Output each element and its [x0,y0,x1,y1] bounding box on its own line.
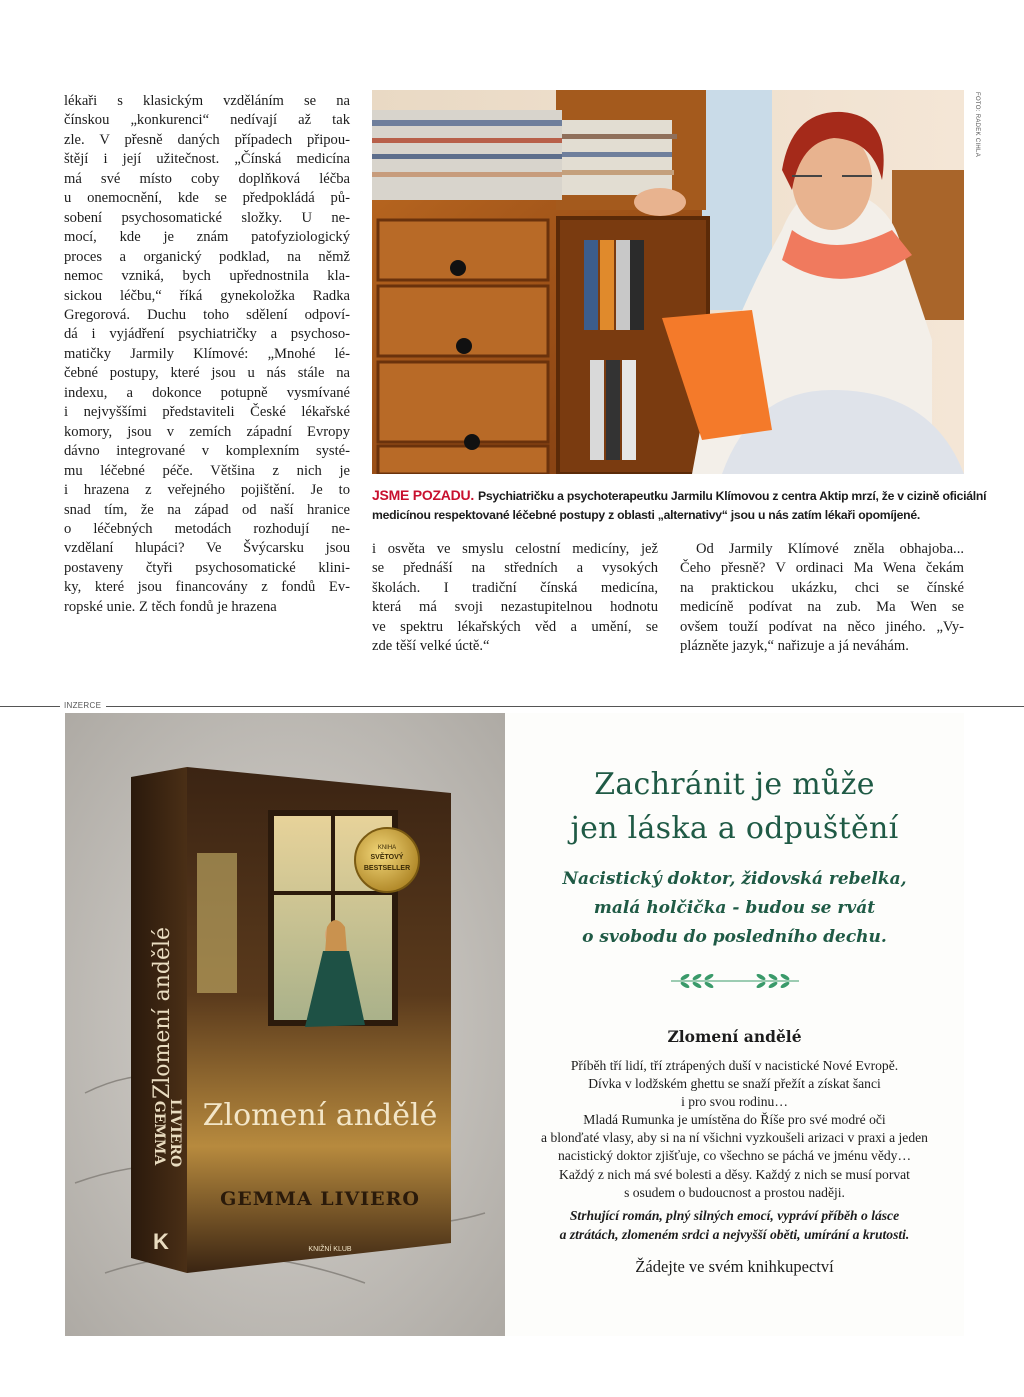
divider-right [106,706,1024,707]
spine-title: Zlomení andělé [150,926,175,1100]
ad-book-title: Zlomení andělé [667,1027,802,1046]
col1-line: dávno integrované v komplexním systé- [64,443,350,460]
badge-line2-text: BESTSELLER [363,865,411,872]
ad-body-line: Mladá Rumunka je umístěna do Říše pro své modré oči [583,1112,886,1128]
ad-tagline [505,1207,964,1244]
ad-headline-line2: jen láska a odpuštění [570,811,899,846]
col3-line: ovšem touží podívat na něco jiného. „Vy- [680,618,964,635]
col1-line: u onemocnění, kde se předpokládá pů- [64,190,350,207]
col1-line: má své místo coby doplňková léčba [64,170,350,187]
col1-line: komory, jsou v zemích západní Evropy [64,423,350,440]
col1-line: zle. V přesně daných případech připou- [64,131,350,148]
col2-line: se přednáší na středních a vysokých [372,560,658,577]
ad-text-panel [505,713,964,1336]
ad-sub-line1: Nacistický doktor, židovská rebelka, [562,869,907,889]
col2-line: i osvěta ve smyslu celostní medicíny, jež [372,541,658,557]
ad-body-line: Každý z nich má své bolesti a děsy. Každý z nich se musí porvat [559,1166,910,1182]
col1-line: štějí i její užitečnost. „Čínská medicína [64,151,350,168]
col1-line: postaveny čtyři psychosomatické klini- [64,559,350,576]
col1-line: sickou léčbu,“ říká gynekoložka Radka [64,287,350,304]
leaf-ornament-icon [669,969,801,993]
ad-body-line: i pro svou rodinu… [681,1094,788,1110]
col1-line: čebné postupy, které jsou u nás stále na [64,365,350,382]
col2-line: ve spektru lékařských věd a umění, se [372,618,658,635]
col1-line: dá i vyjádření psychiatričky a psychoso- [64,326,350,343]
article-column-2 [372,540,658,657]
ad-body-line: nacistický doktor zjišťuje, co všechno se páchá ve jménu vědy… [557,1148,912,1164]
col1-line: proces a organický podklad, na němž [64,248,350,265]
article-photo [372,90,964,474]
divider-left [0,706,60,707]
col1-line: Gregorová. Duchu toho sdělení odpoví- [64,306,350,323]
col3-line: plázněte jazyk,“ nařizuje a já neváhám. [680,638,909,655]
inzerce-label: INZERCE [64,701,105,710]
photo-credit: FOTO: RADEK CIHLA [974,92,980,158]
ad-sub-line2: malá holčička - budou se rvát [593,898,876,918]
ad-subheadline [505,865,964,952]
article-column-1 [64,92,350,617]
col2-line: školách. I tradiční čínská medicína, [372,579,658,596]
ad-call-to-action: Žádejte ve svém knihkupectví [635,1257,834,1276]
col1-line: snad tím, že na západ od naší hranice [64,501,350,518]
ad-headline-line1: Zachránit je může [594,767,875,802]
col1-line: ky, které jsou financovány z fondů Ev- [64,579,350,596]
col1-line: mocí, kde je znám patofyziologický [64,229,350,246]
col3-line: Čeho přesně? V ordinaci Ma Wena čekám [680,560,964,577]
ad-body-line: Dívka v lodžském ghettu se snaží přežít a získat šanci [588,1076,881,1092]
ad-paper-background [65,713,505,1336]
ad-body-line: a blonďaté vlasy, aby si na ní všichni vyzkoušeli arizaci v praxi a jeden [541,1130,928,1146]
ad-headline [505,763,964,851]
col3-line: medicíně podívat na zub. Ma Wen se [680,599,964,616]
col1-line: matičky Jarmily Klímové: „Mnohé lé- [64,345,350,362]
ad-description [505,1057,964,1202]
col1-line: i nejvyššími představiteli České lékařské [64,404,350,421]
book-cover-illustration [65,713,505,1336]
col1-line: vzdělaní hlupáci? Ve Švýcarsku jsou [64,540,350,557]
badge-line1-text: SVĚTOVÝ [370,854,404,861]
ad-italic-line1: Strhující román, plný silných emocí, vypráví příběh o lásce [569,1208,900,1223]
photo-illustration [372,90,964,474]
ad-body-line: Příběh tří lidí, tří ztrápených duší v nacistické Nové Evropě. [570,1058,899,1073]
col2-line: zde těší velké úctě.“ [372,638,490,655]
cover-publisher: KNIŽNÍ KLUB [308,1246,352,1253]
badge-top-text: KNIHA [377,845,397,851]
col1-line: nemoc vzniká, bych upřednostnila kla- [64,268,350,285]
book-advertisement [65,713,964,1336]
col1-line: čínskou „konkurenci“ nedívají až tak [64,112,350,129]
col1-line: sobení psychosomatické složky. U ne- [64,209,350,226]
caption-lead: JSME POZADU. [372,487,475,503]
photo-caption [372,486,987,525]
cover-author: GEMMA LIVIERO [220,1188,420,1210]
ad-italic-line2: a ztrátách, zlomeném srdci a nejvyšší oběti, umírání a krutosti. [559,1226,910,1242]
spine-author-line2: LIVIERO [167,1098,183,1168]
caption-text-line1: Psychiatričku a psychoterapeutku Jarmilu Klímovou z centra Aktip mrzí, že v cizině oficiální [478,489,987,503]
col1-line: ropské unie. Z těch fondů je hrazena [64,598,277,615]
ad-body-line: s osudem o budoucnost a prostou naději. [624,1184,845,1200]
col1-line: o léčebných metodách rozhodují ne- [64,520,350,537]
article-column-3 [680,540,964,657]
col1-line: indexu, a dokonce potupně vysmívané [64,384,350,401]
col1-line: lékaři s klasickým vzděláním se na [64,93,350,109]
publisher-logo: K [153,1229,169,1254]
cover-title: Zlomení andělé [202,1098,438,1133]
caption-text-line2: medicínou respektované léčebné postupy z oblasti „alternativy“ jsou u nás zatím lékaři opomíjené. [372,508,921,522]
ad-sub-line3: o svobodu do posledního dechu. [582,927,887,947]
col2-line: která má svoji nezastupitelnou hodnotu [372,599,658,616]
col3-line: na praktickou ukázku, chci se čínské [680,579,964,596]
spine-author-line1: GEMMA [151,1100,167,1166]
col1-line: mu léčebné péče. Většina z nich je [64,462,350,479]
col1-line: i hrazena z veřejného pojištění. Je to [64,482,350,499]
col3-line: Od Jarmily Klímové zněla obhajoba... [696,541,964,557]
